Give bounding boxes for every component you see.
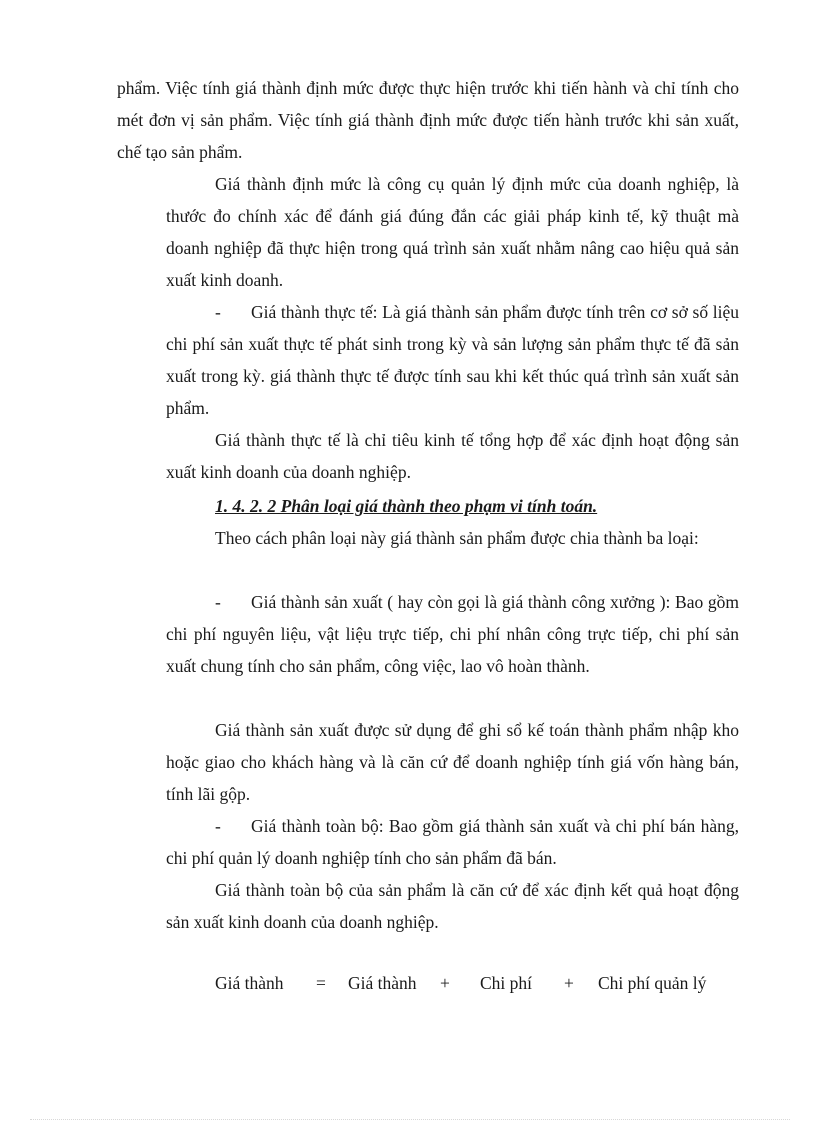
list-dash: - (215, 816, 221, 836)
list-item-text: Giá thành sản xuất ( hay còn gọi là giá thành công xưởng ): Bao gồm chi phí nguyên liệu, vật liệu trực tiếp, chi phí nhân công trực tiếp, chi phí sản xuất chung tính cho sản phẩm, công việc, lao vô hoàn thành. (166, 592, 739, 676)
paragraph-production-cost-usage: Giá thành sản xuất được sử dụng để ghi sổ kế toán thành phẩm nhập kho hoặc giao cho khách hàng và là căn cứ để doanh nghiệp tính giá vốn hàng bán, tính lãi gộp. (166, 720, 739, 804)
formula-equals: = (316, 973, 326, 993)
list-dash: - (215, 592, 221, 612)
paragraph-norm-cost-tool: Giá thành định mức là công cụ quản lý định mức của doanh nghiệp, là thước đo chính xác để đánh giá đúng đắn các giải pháp kinh tế, kỹ thuật mà doanh nghiệp đã thực hiện trong quá trình sản xuất nhằm nâng cao hiệu quả sản xuất kinh doanh. (166, 174, 739, 290)
paragraph-total-cost-basis: Giá thành toàn bộ của sản phẩm là căn cứ để xác định kết quả hoạt động sản xuất kinh doanh của doanh nghiệp. (166, 880, 739, 932)
list-item-total-cost (166, 810, 739, 874)
list-item-production-cost (166, 586, 739, 682)
paragraph-classification-intro: Theo cách phân loại này giá thành sản phẩm được chia thành ba loại: (215, 528, 699, 548)
formula-term-management-expense: Chi phí quản lý (598, 973, 707, 993)
page-bottom-rule (30, 1119, 790, 1120)
formula-term-production-cost: Giá thành (348, 973, 417, 993)
list-item-text: Giá thành thực tế: Là giá thành sản phẩm được tính trên cơ sở số liệu chi phí sản xuất thực tế phát sinh trong kỳ và sản lượng sản phẩm thực tế đã sản xuất trong kỳ. giá thành thực tế được tính sau khi kết thúc quá trình sản xuất sản phẩm. (166, 302, 739, 418)
list-item-actual-cost (166, 296, 739, 424)
list-item-text: Giá thành toàn bộ: Bao gồm giá thành sản xuất và chi phí bán hàng, chi phí quản lý doanh nghiệp tính cho sản phẩm đã bán. (166, 816, 739, 868)
formula-term-expense: Chi phí (480, 973, 533, 993)
formula-plus: + (564, 973, 574, 993)
list-dash: - (215, 302, 221, 322)
paragraph-intro: phẩm. Việc tính giá thành định mức được thực hiện trước khi tiến hành và chỉ tính cho mét đơn vị sản phẩm. Việc tính giá thành định mức được tiến hành trước khi sản xuất, chế tạo sản phẩm. (117, 78, 739, 162)
formula-plus: + (440, 973, 450, 993)
formula-term-cost: Giá thành (215, 973, 284, 993)
paragraph-actual-cost-indicator: Giá thành thực tế là chỉ tiêu kinh tế tổng hợp để xác định hoạt động sản xuất kinh doanh của doanh nghiệp. (166, 430, 739, 482)
section-heading: 1. 4. 2. 2 Phân loại giá thành theo phạm vi tính toán. (215, 496, 598, 516)
